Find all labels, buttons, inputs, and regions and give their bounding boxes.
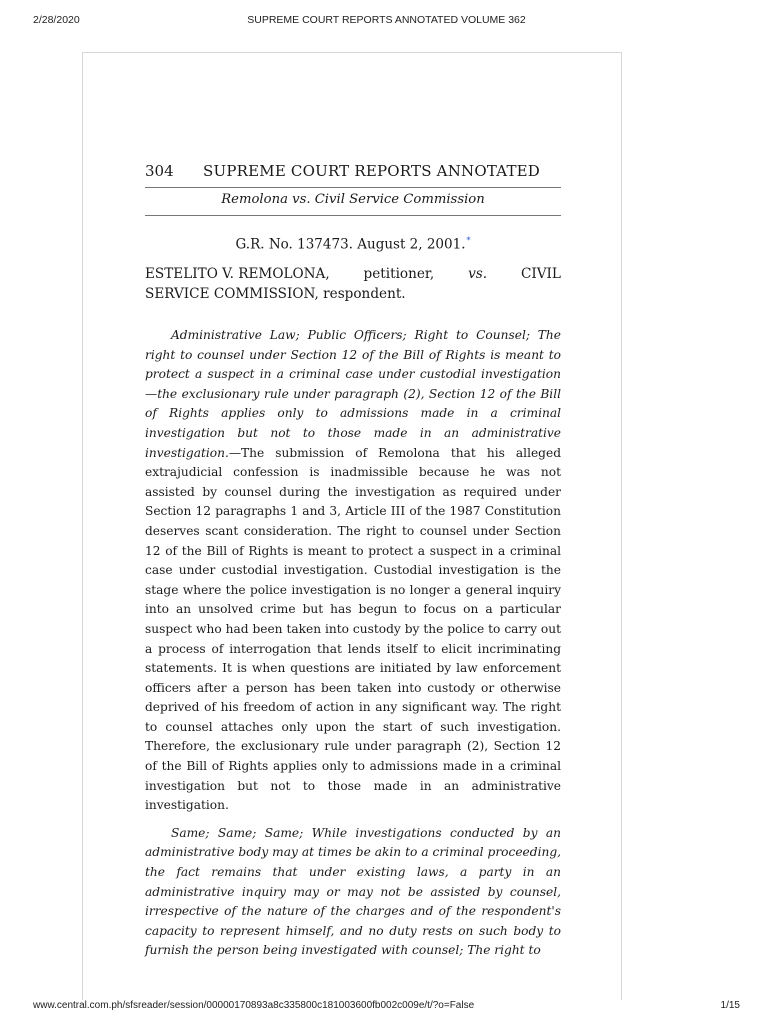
print-date: 2/28/2020 — [33, 14, 80, 26]
parties-line-2 — [145, 284, 561, 304]
parties-line-1 — [145, 264, 561, 284]
syllabus-keywords-2: Same; Same; Same; While investigations conducted by an administrative body may at times be akin to a criminal proceeding, the fact remains that under existing laws, a party in an administrative inquiry may or may not be assisted by counsel, irrespective of the nature of the charges and of the respondent's capacity to represent himself, and no duty rests on such body to furnish the person being investigated with counsel; The right to — [145, 825, 561, 958]
respondent-name-end: SERVICE COMMISSION, — [145, 286, 319, 302]
print-title: SUPREME COURT REPORTS ANNOTATED VOLUME 362 — [247, 14, 526, 26]
gr-number-line — [145, 231, 561, 251]
gr-number: G.R. No. 137473. August 2, 2001. — [235, 236, 466, 253]
print-header — [33, 14, 740, 30]
page-number: 304 — [145, 162, 174, 180]
parties — [145, 264, 561, 304]
syllabus-paragraph-2 — [145, 824, 561, 961]
case-caption: Remolona vs. Civil Service Commission — [221, 192, 485, 207]
respondent-name-start: CIVIL — [520, 266, 561, 282]
syllabus-body-1: —The submission of Remolona that his alleged extrajudicial confession is inadmissible because he was not assisted by counsel during the investigation as required under Section 12 paragraphs 1 and 3, Article III of the 1987 Constitution deserves scant consideration. The right to counsel under Section 12 of the Bill of Rights is meant to protect a suspect in a criminal case under custodial investigation. Custodial investigation is the stage where the police investigation is no longer a general inquiry into an unsolved crime but has begun to focus on a particular suspect who had been taken into custody by the police to carry out a process of interrogation that lends itself to elicit incriminating statements. It is when questions are initiated by law enforcement officers after a person has been taken into custody or otherwise deprived of his freedom of action in any significant way. The right to counsel attaches only upon the start of such investigation. Therefore, the exclusionary rule under paragraph (2), Section 12 of the Bill of Rights applies only to admissions made in a criminal investigation but not to those made in an administrative investigation. — [145, 445, 561, 813]
print-page-indicator: 1/15 — [720, 1000, 740, 1011]
petitioner-label: petitioner, — [363, 266, 435, 282]
petitioner-name: ESTELITO V. REMOLONA, — [145, 266, 330, 282]
print-footer — [33, 1000, 740, 1016]
reporter-title: SUPREME COURT REPORTS ANNOTATED — [203, 162, 541, 180]
respondent-label: respondent. — [323, 286, 406, 302]
document-content — [145, 162, 561, 961]
syllabus-keywords-1: Administrative Law; Public Officers; Right to Counsel; The right to counsel under Section 12 of the Bill of Rights is meant to protect a suspect in a criminal case under custodial investigation —the exclusionary rule under paragraph (2), Section 12 of the Bill of Rights applies only to admissions made in a criminal investigation but not to those made in an administrative investigation. — [145, 328, 561, 460]
syllabus-paragraph-1 — [145, 326, 561, 816]
running-head — [145, 162, 561, 184]
header-rule-bottom — [145, 215, 561, 216]
print-url: www.central.com.ph/sfsreader/session/00000170893a8c335800c181003600fb002c009e/t/?o=False — [33, 1000, 475, 1011]
versus-label: vs. — [468, 266, 488, 282]
footnote-link[interactable]: * — [466, 236, 471, 245]
